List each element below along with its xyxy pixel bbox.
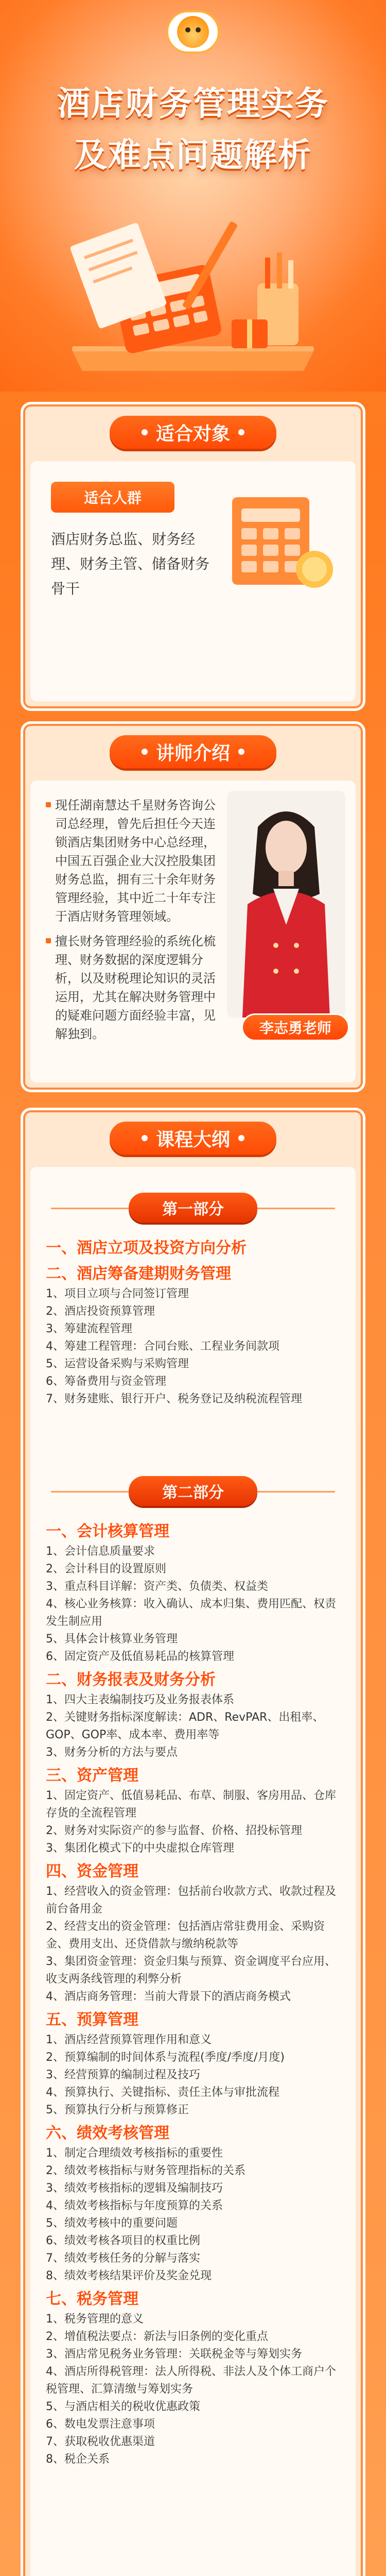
list-item: 2、绩效考核指标与财务管理指标的关系	[46, 2164, 245, 2177]
list-item: 5、绩效考核中的重要问题	[46, 2217, 178, 2230]
hero-title-line1: 酒店财务管理实务	[57, 85, 329, 123]
bullet-dot-icon	[142, 749, 148, 755]
hero-banner	[0, 0, 386, 392]
list-item: 6、固定资产及低值易耗品的核算管理	[46, 1650, 234, 1663]
list-item: 2、经营支出的资金管理：包括酒店常驻费用金、采购资金、费用支出、还贷借款与缴纳税款等	[46, 1920, 325, 1951]
list-item: 1、税务管理的意义	[46, 2313, 144, 2326]
list-item: 1、固定资产、低值易耗品、布草、制服、客房用品、仓库存货的全流程管理	[46, 1789, 336, 1820]
instructor-photo-icon	[227, 791, 345, 1018]
list-item: 8、税企关系	[46, 2453, 110, 2466]
chapter-title: 六、绩效考核管理	[46, 2124, 169, 2142]
chapter-title: 三、资产管理	[46, 1767, 138, 1785]
instructor-bio-paragraph: 现任湖南慧达千星财务咨询公司总经理，曾先后担任今天连锁酒店集团财务中心总经理，中国五百强企业大汉控股集团财务总监，拥有三十余年财务管理经验，其中近二十年专注于酒店财务管理领域。	[46, 796, 221, 926]
list-item: 3、财务分析的方法与要点	[46, 1746, 178, 1759]
list-item: 3、酒店常见税务业务管理：关联税金等与筹划实务	[46, 2348, 302, 2361]
list-item: 6、绩效考核各项目的权重比例	[46, 2234, 200, 2247]
list-item: 4、酒店商务管理：当前大背景下的酒店商务模式	[46, 1990, 291, 2003]
list-item: 5、运营设备采购与采购管理	[46, 1358, 189, 1370]
brand-logo	[166, 10, 220, 54]
audience-description: 酒店财务总监、财务经理、财务主管、储备财务骨干	[51, 531, 210, 597]
chapter-title: 二、财务报表及财务分析	[46, 1671, 216, 1689]
list-item: 2、酒店投资预算管理	[46, 1305, 155, 1318]
list-item: 2、关键财务指标深度解读：ADR、RevPAR、出租率、GOP、GOP率、成本率、费用率等	[46, 1711, 324, 1741]
outline-section-title: 课程大纲	[155, 1129, 231, 1150]
list-item: 1、经营收入的资金管理：包括前台收款方式、收款过程及前台备用金	[46, 1885, 336, 1916]
instructor-section-header	[110, 735, 276, 768]
list-item: 4、核心业务核算：收入确认、成本归集、费用匹配、权责发生制应用	[46, 1598, 336, 1628]
list-item: 3、集团资金管理：资金归集与预算、资金调度平台应用、收支两条线管理的利弊分析	[46, 1955, 336, 1986]
chapter-title: 七、税务管理	[46, 2290, 138, 2308]
audience-section-title: 适合对象	[155, 423, 231, 445]
list-item: 1、四大主表编制技巧及业务报表体系	[46, 1693, 234, 1706]
list-item: 2、预算编制的时间体系与流程(季度/季度/月度)	[46, 2051, 285, 2064]
mascot-icon	[177, 16, 209, 48]
bullet-dot-icon	[238, 429, 244, 435]
list-item: 2、增值税法要点：新法与旧条例的变化重点	[46, 2330, 268, 2343]
instructor-portrait	[227, 791, 345, 1018]
list-item: 4、预算执行、关键指标、责任主体与审批流程	[46, 2086, 279, 2099]
instructor-section-title: 讲师介绍	[155, 742, 231, 764]
part-one-content	[46, 1234, 340, 1408]
list-item: 4、筹建工程管理：合同台账、工程业务间款项	[46, 1340, 279, 1353]
list-item: 5、与酒店相关的税收优惠政策	[46, 2400, 200, 2413]
list-item: 4、酒店所得税管理：法人所得税、非法人及个体工商户个税管理、汇算清缴与筹划实务	[46, 2365, 336, 2396]
audience-section	[21, 402, 365, 711]
instructor-section	[21, 721, 365, 1092]
list-item: 3、集团化模式下的中央虚拟仓库管理	[46, 1842, 234, 1855]
audience-tag: 适合人群	[51, 482, 174, 513]
list-item: 7、财务建账、银行开户、税务登记及纳税流程管理	[46, 1393, 302, 1405]
chapter-title: 二、酒店筹备建期财务管理	[46, 1265, 231, 1283]
list-item: 1、项目立项与合同签订管理	[46, 1287, 189, 1300]
finance-illustration-icon	[212, 482, 340, 595]
list-item: 3、经营预算的编制过程及技巧	[46, 2069, 200, 2081]
list-item: 3、绩效考核指标的逻辑及编制技巧	[46, 2182, 223, 2195]
list-item: 7、绩效考核任务的分解与落实	[46, 2252, 200, 2265]
hero-title-line2: 及难点问题解析	[74, 137, 312, 175]
instructor-card	[30, 781, 356, 1082]
desk-illustration-icon	[62, 196, 324, 386]
chapter-title: 一、酒店立项及投资方向分析	[46, 1239, 247, 1257]
list-item: 1、会计信息质量要求	[46, 1545, 155, 1558]
outline-section	[21, 1108, 365, 2576]
audience-card	[30, 461, 356, 701]
instructor-bio-paragraph: 擅长财务管理经验的系统化梳理、财务数据的深度逻辑分析，以及财税理论知识的灵活运用，尤其在解决财务管理中的疑难问题方面经验丰富，见解独到。	[46, 932, 221, 1043]
list-item: 5、具体会计核算业务管理	[46, 1633, 178, 1646]
list-item: 3、重点科目详解：资产类、负债类、权益类	[46, 1580, 268, 1593]
list-item: 5、预算执行分析与预算修正	[46, 2104, 189, 2116]
bullet-dot-icon	[238, 1135, 244, 1141]
chapter-title: 四、资金管理	[46, 1862, 138, 1880]
list-item: 7、获取税收优惠渠道	[46, 2435, 155, 2448]
list-item: 2、财务对实际资产的参与监督、价格、招投标管理	[46, 1824, 302, 1837]
chapter-title: 五、预算管理	[46, 2011, 138, 2029]
audience-section-header	[110, 416, 276, 449]
list-item: 8、绩效考核结果评价及奖金兑现	[46, 2269, 212, 2282]
part-label: 第一部分	[129, 1193, 257, 1223]
bullet-dot-icon	[142, 429, 148, 435]
outline-section-header	[110, 1122, 276, 1155]
chapter-title: 一、会计核算管理	[46, 1522, 169, 1540]
list-item: 1、酒店经营预算管理作用和意义	[46, 2033, 212, 2046]
list-item: 2、会计科目的设置原则	[46, 1563, 166, 1575]
list-item: 6、筹备费用与资金管理	[46, 1375, 166, 1388]
list-item: 3、筹建流程管理	[46, 1323, 132, 1335]
part-label: 第二部分	[129, 1476, 257, 1506]
list-item: 4、绩效考核指标与年度预算的关系	[46, 2199, 223, 2212]
bullet-dot-icon	[238, 749, 244, 755]
instructor-name-tag: 李志勇老师	[241, 1013, 349, 1041]
list-item: 6、数电发票注意事项	[46, 2418, 155, 2431]
outline-card	[30, 1167, 356, 2576]
part-two-content	[46, 1517, 340, 2468]
list-item: 1、制定合理绩效考核指标的重要性	[46, 2147, 223, 2160]
bullet-dot-icon	[142, 1135, 148, 1141]
instructor-bio	[46, 796, 221, 1049]
